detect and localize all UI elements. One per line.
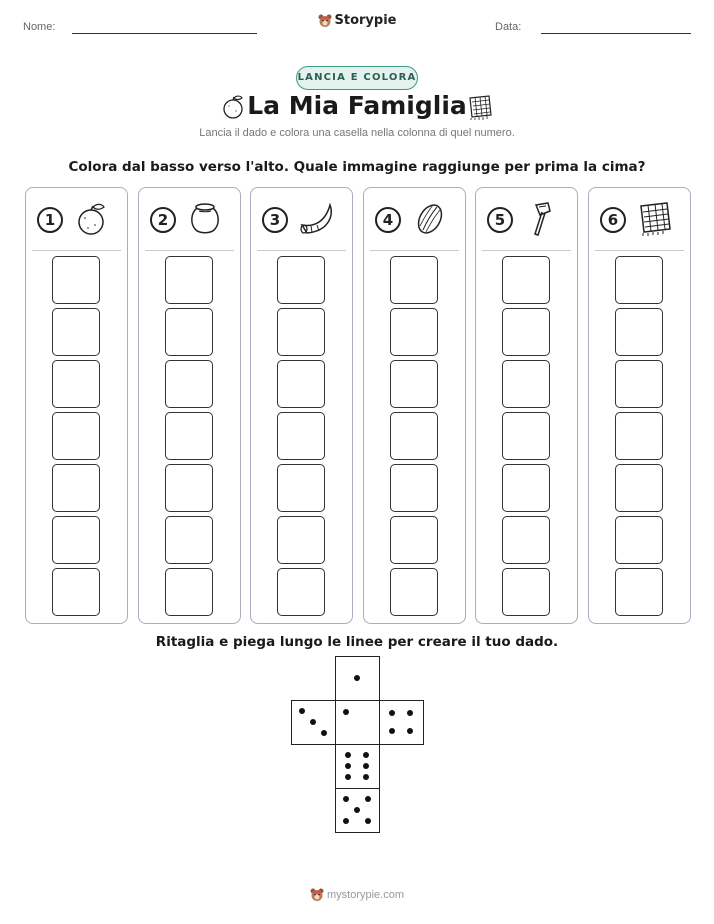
column-2 bbox=[138, 187, 241, 624]
color-cell[interactable] bbox=[52, 568, 100, 616]
die-pip bbox=[310, 719, 316, 725]
color-cell[interactable] bbox=[502, 256, 550, 304]
die-pip bbox=[365, 796, 371, 802]
color-cell[interactable] bbox=[390, 464, 438, 512]
page-title: La Mia Famiglia bbox=[247, 91, 467, 120]
color-cell[interactable] bbox=[390, 360, 438, 408]
column-number: 2 bbox=[150, 207, 176, 233]
column-6 bbox=[588, 187, 691, 624]
color-cell[interactable] bbox=[615, 464, 663, 512]
die-pip bbox=[354, 807, 360, 813]
color-cell[interactable] bbox=[165, 464, 213, 512]
color-cell[interactable] bbox=[165, 360, 213, 408]
color-cell[interactable] bbox=[502, 516, 550, 564]
die-pip bbox=[363, 774, 369, 780]
color-cell[interactable] bbox=[615, 412, 663, 460]
color-cell[interactable] bbox=[52, 256, 100, 304]
color-cell[interactable] bbox=[277, 516, 325, 564]
die-pip bbox=[343, 709, 349, 715]
color-cell[interactable] bbox=[390, 412, 438, 460]
color-cell[interactable] bbox=[277, 412, 325, 460]
color-cell[interactable] bbox=[502, 464, 550, 512]
color-cell[interactable] bbox=[390, 308, 438, 356]
color-cell[interactable] bbox=[502, 568, 550, 616]
column-divider bbox=[257, 250, 346, 251]
name-label: Nome: bbox=[23, 21, 56, 33]
color-cell[interactable] bbox=[165, 516, 213, 564]
color-cell[interactable] bbox=[165, 256, 213, 304]
column-1 bbox=[25, 187, 128, 624]
date-line[interactable] bbox=[541, 33, 691, 34]
die-face-1 bbox=[335, 700, 380, 745]
die-pip bbox=[321, 730, 327, 736]
column-divider bbox=[595, 250, 684, 251]
die-pip bbox=[354, 675, 360, 681]
die-pip bbox=[365, 818, 371, 824]
color-cell[interactable] bbox=[390, 516, 438, 564]
color-cell[interactable] bbox=[165, 412, 213, 460]
subtitle: Lancia il dado e colora una casella nella colonna di quel numero. bbox=[199, 127, 515, 139]
seed-pod-icon bbox=[412, 201, 448, 237]
activity-badge: LANCIA E COLORA bbox=[296, 66, 418, 90]
column-number: 1 bbox=[37, 207, 63, 233]
column-number: 5 bbox=[487, 207, 513, 233]
color-cell[interactable] bbox=[277, 360, 325, 408]
color-cell[interactable] bbox=[52, 360, 100, 408]
color-cell[interactable] bbox=[390, 256, 438, 304]
color-cell[interactable] bbox=[615, 360, 663, 408]
brand-name: Storypie bbox=[334, 13, 397, 28]
color-cell[interactable] bbox=[277, 568, 325, 616]
color-cell[interactable] bbox=[165, 308, 213, 356]
color-cell[interactable] bbox=[277, 256, 325, 304]
woven-mat-icon bbox=[467, 94, 493, 120]
color-cell[interactable] bbox=[52, 308, 100, 356]
die-pip bbox=[343, 818, 349, 824]
axe-icon bbox=[524, 201, 560, 237]
horn-icon bbox=[299, 201, 335, 237]
bear-logo-icon bbox=[310, 888, 324, 902]
column-number: 4 bbox=[375, 207, 401, 233]
die-face-4 bbox=[379, 700, 424, 745]
color-cell[interactable] bbox=[615, 256, 663, 304]
color-cell[interactable] bbox=[502, 412, 550, 460]
instruction: Colora dal basso verso l'alto. Quale immagine raggiunge per prima la cima? bbox=[68, 159, 646, 175]
orange-icon bbox=[74, 201, 110, 237]
color-cell[interactable] bbox=[277, 308, 325, 356]
die-pip bbox=[407, 728, 413, 734]
color-cell[interactable] bbox=[52, 412, 100, 460]
die-pip bbox=[299, 708, 305, 714]
cut-instruction: Ritaglia e piega lungo le linee per creare il tuo dado. bbox=[155, 634, 559, 650]
die-face-5 bbox=[335, 788, 380, 833]
footer-url[interactable]: mystorypie.com bbox=[326, 888, 405, 901]
column-number: 3 bbox=[262, 207, 288, 233]
column-4 bbox=[363, 187, 466, 624]
color-cell[interactable] bbox=[277, 464, 325, 512]
die-pip bbox=[345, 774, 351, 780]
bear-logo-icon bbox=[318, 14, 332, 28]
color-cell[interactable] bbox=[615, 568, 663, 616]
color-cell[interactable] bbox=[615, 516, 663, 564]
column-divider bbox=[370, 250, 459, 251]
column-divider bbox=[482, 250, 571, 251]
date-label: Data: bbox=[495, 21, 522, 33]
column-3 bbox=[250, 187, 353, 624]
name-line[interactable] bbox=[72, 33, 257, 34]
woven-mat-icon bbox=[637, 201, 673, 237]
color-cell[interactable] bbox=[165, 568, 213, 616]
color-cell[interactable] bbox=[615, 308, 663, 356]
die-pip bbox=[389, 728, 395, 734]
die-pip bbox=[407, 710, 413, 716]
die-pip bbox=[345, 763, 351, 769]
die-pip bbox=[345, 752, 351, 758]
column-divider bbox=[145, 250, 234, 251]
color-cell[interactable] bbox=[390, 568, 438, 616]
footer bbox=[0, 888, 714, 902]
clay-pot-icon bbox=[187, 201, 223, 237]
color-cell[interactable] bbox=[502, 308, 550, 356]
die-pip bbox=[363, 752, 369, 758]
die-pip bbox=[389, 710, 395, 716]
die-face-3 bbox=[291, 700, 336, 745]
column-number: 6 bbox=[600, 207, 626, 233]
column-divider bbox=[32, 250, 121, 251]
color-cell[interactable] bbox=[502, 360, 550, 408]
color-cell[interactable] bbox=[52, 516, 100, 564]
die-face-1 bbox=[335, 656, 380, 701]
die-pip bbox=[343, 796, 349, 802]
column-5 bbox=[475, 187, 578, 624]
color-cell[interactable] bbox=[52, 464, 100, 512]
die-face-6 bbox=[335, 744, 380, 789]
brand-logo bbox=[0, 13, 714, 28]
die-pip bbox=[363, 763, 369, 769]
